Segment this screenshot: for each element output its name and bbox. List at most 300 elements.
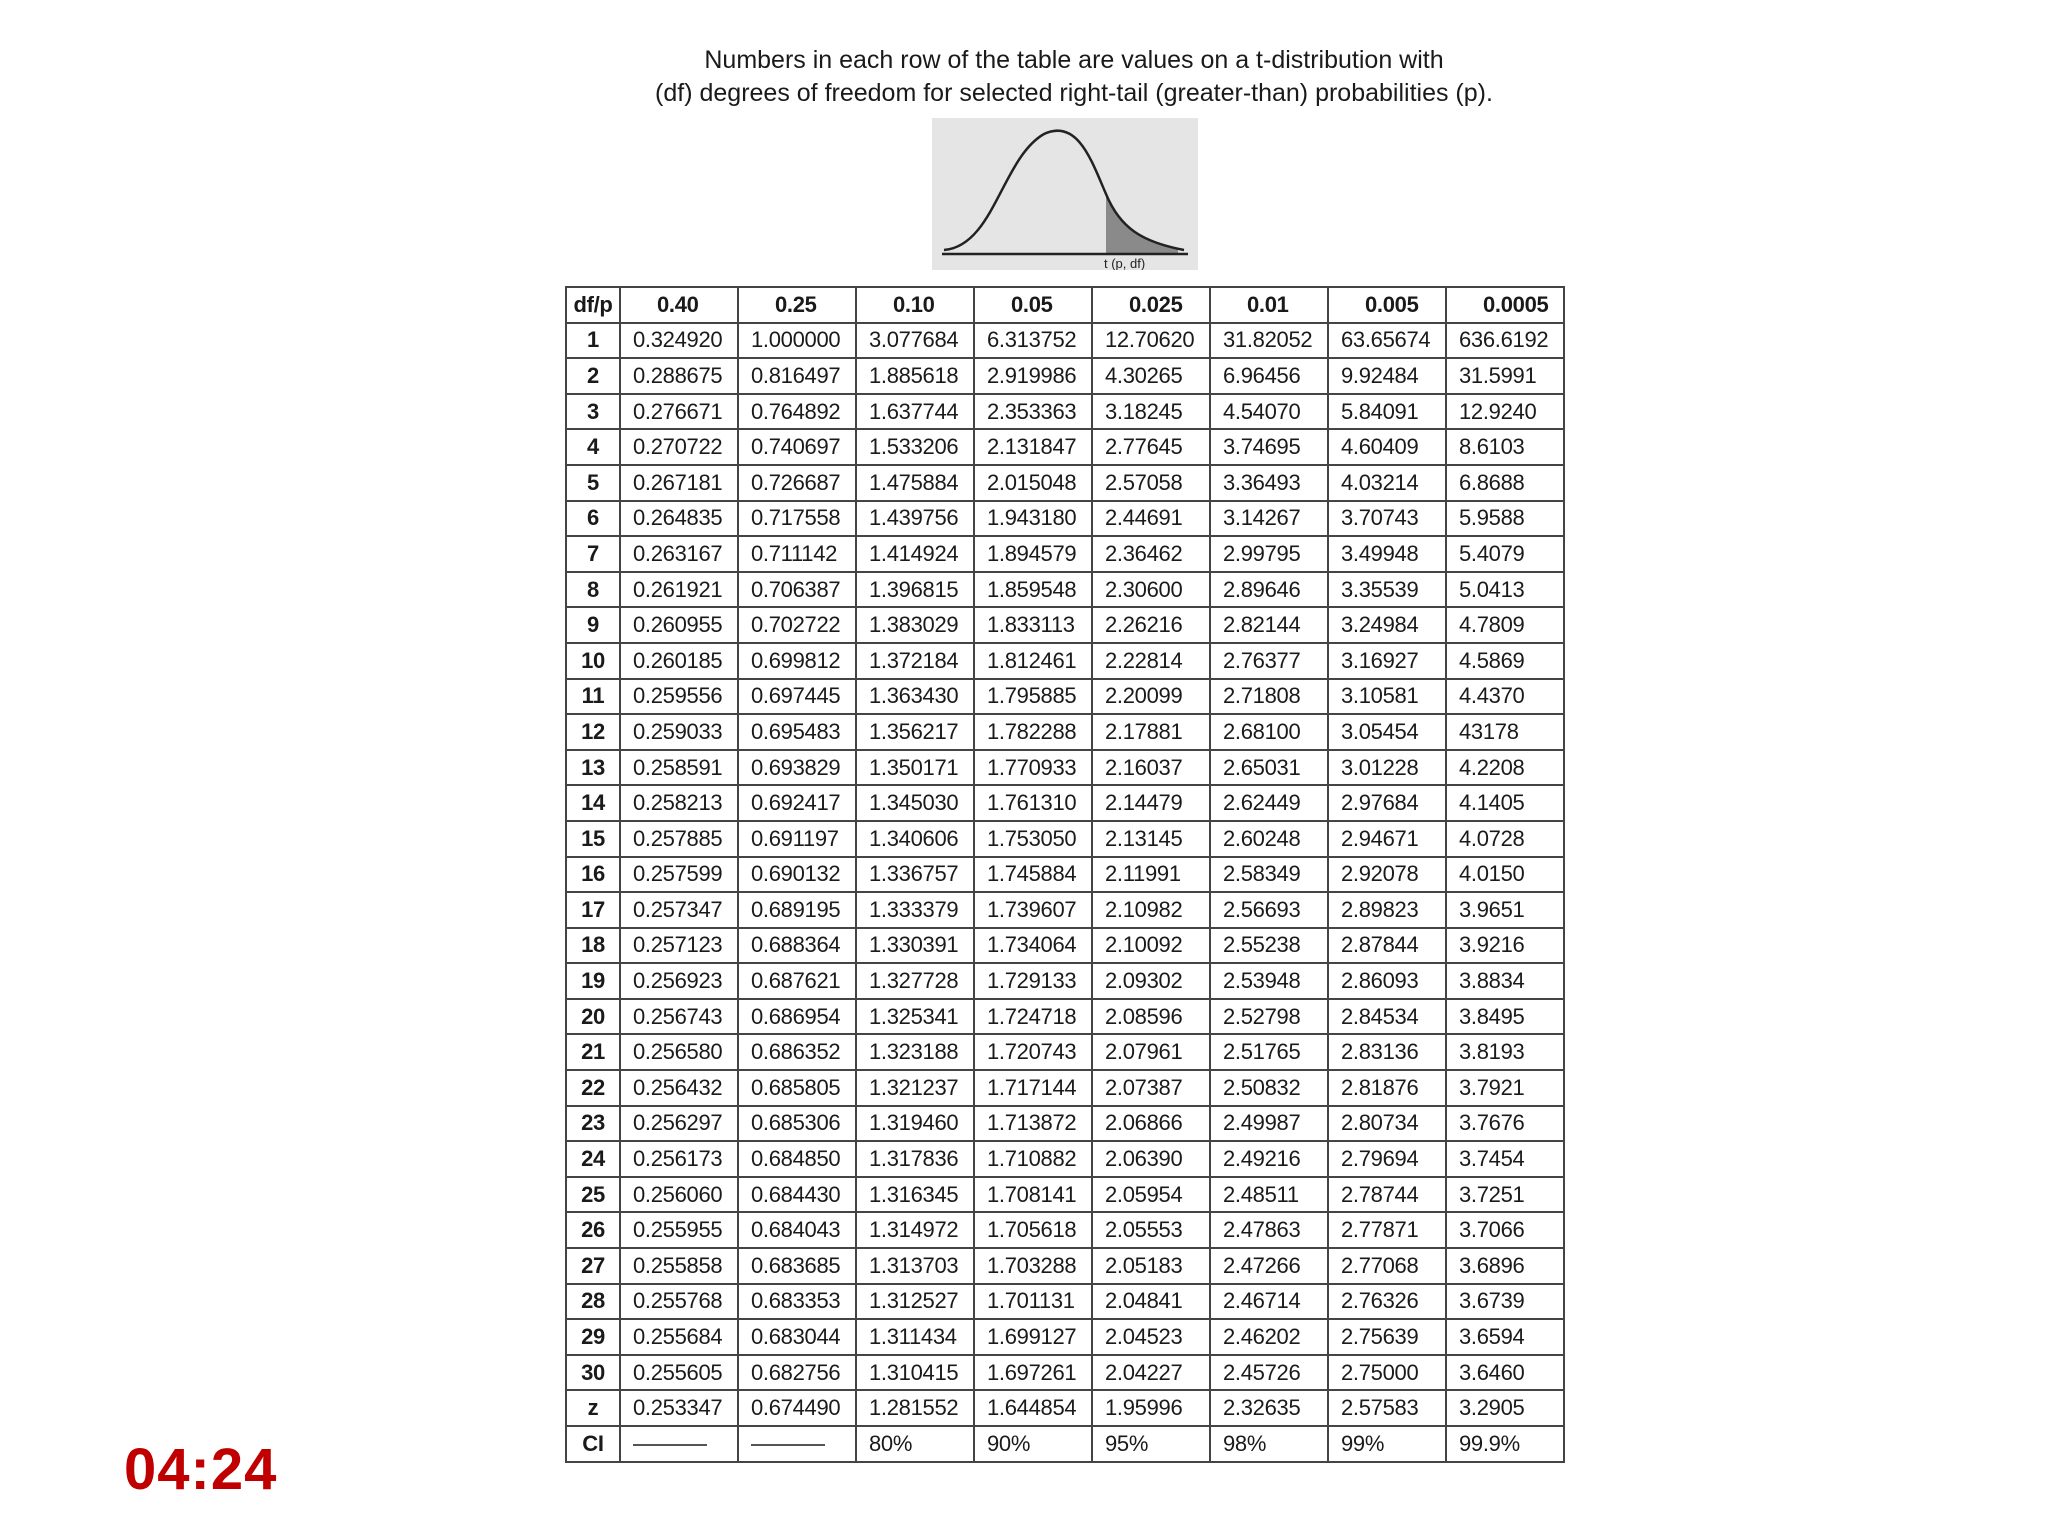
value-cell: 0.683353: [738, 1284, 856, 1320]
value-cell: 4.5869: [1446, 643, 1564, 679]
value-cell: 0.256743: [620, 999, 738, 1035]
table-row: [566, 394, 1564, 430]
header-cell: 0.025: [1092, 287, 1210, 323]
df-cell: z: [566, 1390, 620, 1426]
df-cell: 11: [566, 679, 620, 715]
table-row: [566, 1106, 1564, 1142]
header-row: [566, 287, 1564, 323]
value-cell: 3.18245: [1092, 394, 1210, 430]
value-cell: 2.10092: [1092, 928, 1210, 964]
value-cell: 0.674490: [738, 1390, 856, 1426]
value-cell: 2.131847: [974, 429, 1092, 465]
table-row: [566, 821, 1564, 857]
value-cell: 9.92484: [1328, 358, 1446, 394]
value-cell: 0.259556: [620, 679, 738, 715]
value-cell: 1.396815: [856, 572, 974, 608]
value-cell: 1.795885: [974, 679, 1092, 715]
value-cell: 636.6192: [1446, 323, 1564, 359]
value-cell: 4.0150: [1446, 857, 1564, 893]
table-row: [566, 1177, 1564, 1213]
value-cell: 3.35539: [1328, 572, 1446, 608]
table-row: [566, 1355, 1564, 1391]
table-row: [566, 1034, 1564, 1070]
df-cell: 17: [566, 892, 620, 928]
value-cell: 2.32635: [1210, 1390, 1328, 1426]
df-cell: 24: [566, 1141, 620, 1177]
header-cell: 0.10: [856, 287, 974, 323]
table-row: [566, 536, 1564, 572]
df-cell: 18: [566, 928, 620, 964]
value-cell: 0.258213: [620, 785, 738, 821]
value-cell: 3.8193: [1446, 1034, 1564, 1070]
value-cell: 98%: [1210, 1426, 1328, 1462]
value-cell: 0.276671: [620, 394, 738, 430]
table-row: [566, 643, 1564, 679]
value-cell: 4.2208: [1446, 750, 1564, 786]
value-cell: 0.261921: [620, 572, 738, 608]
t-distribution-table: [565, 286, 1565, 1463]
value-cell: 2.07387: [1092, 1070, 1210, 1106]
value-cell: 1.325341: [856, 999, 974, 1035]
df-cell: 6: [566, 501, 620, 537]
value-cell: 4.1405: [1446, 785, 1564, 821]
value-cell: 2.97684: [1328, 785, 1446, 821]
value-cell: 2.48511: [1210, 1177, 1328, 1213]
header-cell: 0.40: [620, 287, 738, 323]
value-cell: 0.258591: [620, 750, 738, 786]
value-cell: 2.04841: [1092, 1284, 1210, 1320]
t-distribution-curve: [932, 118, 1198, 270]
value-cell: 2.75639: [1328, 1319, 1446, 1355]
value-cell: 0.702722: [738, 607, 856, 643]
header-cell: 0.005: [1328, 287, 1446, 323]
value-cell: 2.75000: [1328, 1355, 1446, 1391]
value-cell: 1.323188: [856, 1034, 974, 1070]
value-cell: 0.263167: [620, 536, 738, 572]
value-cell: 2.65031: [1210, 750, 1328, 786]
value-cell: 1.885618: [856, 358, 974, 394]
value-cell: 1.859548: [974, 572, 1092, 608]
value-cell: 63.65674: [1328, 323, 1446, 359]
value-cell: 0.255858: [620, 1248, 738, 1284]
value-cell: 0.683685: [738, 1248, 856, 1284]
value-cell: 1.701131: [974, 1284, 1092, 1320]
value-cell: 2.77645: [1092, 429, 1210, 465]
value-cell: 6.8688: [1446, 465, 1564, 501]
df-cell: 1: [566, 323, 620, 359]
value-cell: 0.256432: [620, 1070, 738, 1106]
value-cell: 0.255684: [620, 1319, 738, 1355]
value-cell: 0.259033: [620, 714, 738, 750]
value-cell: 1.833113: [974, 607, 1092, 643]
value-cell: 0.686954: [738, 999, 856, 1035]
value-cell: 2.57058: [1092, 465, 1210, 501]
df-cell: 27: [566, 1248, 620, 1284]
value-cell: 2.82144: [1210, 607, 1328, 643]
bell-curve: [944, 131, 1184, 250]
table-row: [566, 963, 1564, 999]
value-cell: 5.4079: [1446, 536, 1564, 572]
value-cell: 99.9%: [1446, 1426, 1564, 1462]
value-cell: 1.312527: [856, 1284, 974, 1320]
value-cell: 0.693829: [738, 750, 856, 786]
value-cell: 0.711142: [738, 536, 856, 572]
value-cell: 2.06390: [1092, 1141, 1210, 1177]
value-cell: 2.44691: [1092, 501, 1210, 537]
value-cell: 12.9240: [1446, 394, 1564, 430]
value-cell: 4.0728: [1446, 821, 1564, 857]
value-cell: 12.70620: [1092, 323, 1210, 359]
dash-mark: [633, 1444, 707, 1446]
value-cell: 2.13145: [1092, 821, 1210, 857]
value-cell: 4.4370: [1446, 679, 1564, 715]
value-cell: 1.363430: [856, 679, 974, 715]
value-cell: 2.05553: [1092, 1212, 1210, 1248]
dash-mark: [751, 1444, 825, 1446]
caption-line-2: (df) degrees of freedom for selected right-tail (greater-than) probabilities (p).: [655, 79, 1493, 107]
value-cell: 2.20099: [1092, 679, 1210, 715]
df-cell: 21: [566, 1034, 620, 1070]
value-cell: 95%: [1092, 1426, 1210, 1462]
value-cell: 2.46202: [1210, 1319, 1328, 1355]
df-cell: 9: [566, 607, 620, 643]
value-cell: 1.310415: [856, 1355, 974, 1391]
value-cell: 1.812461: [974, 643, 1092, 679]
value-cell: 0.256580: [620, 1034, 738, 1070]
value-cell: 2.79694: [1328, 1141, 1446, 1177]
value-cell: 0.324920: [620, 323, 738, 359]
df-cell: 20: [566, 999, 620, 1035]
value-cell: 1.717144: [974, 1070, 1092, 1106]
value-cell: 0.253347: [620, 1390, 738, 1426]
value-cell: 2.47863: [1210, 1212, 1328, 1248]
value-cell: 0.260955: [620, 607, 738, 643]
value-cell: 1.699127: [974, 1319, 1092, 1355]
table-row: [566, 1426, 1564, 1462]
value-cell: 2.36462: [1092, 536, 1210, 572]
value-cell: 1.533206: [856, 429, 974, 465]
value-cell: 3.2905: [1446, 1390, 1564, 1426]
value-cell: 1.345030: [856, 785, 974, 821]
value-cell: 2.62449: [1210, 785, 1328, 821]
value-cell: 2.08596: [1092, 999, 1210, 1035]
value-cell: 2.56693: [1210, 892, 1328, 928]
df-cell: 16: [566, 857, 620, 893]
header-cell: 0.25: [738, 287, 856, 323]
value-cell: 2.05183: [1092, 1248, 1210, 1284]
table-row: [566, 750, 1564, 786]
header-cell: 0.01: [1210, 287, 1328, 323]
value-cell: 0.683044: [738, 1319, 856, 1355]
value-cell: 3.36493: [1210, 465, 1328, 501]
value-cell: 1.319460: [856, 1106, 974, 1142]
value-cell: 1.336757: [856, 857, 974, 893]
table-row: [566, 928, 1564, 964]
caption-line-1: Numbers in each row of the table are values on a t-distribution with: [704, 46, 1444, 74]
value-cell: 1.739607: [974, 892, 1092, 928]
value-cell: 31.82052: [1210, 323, 1328, 359]
value-cell: 0.270722: [620, 429, 738, 465]
value-cell: 6.96456: [1210, 358, 1328, 394]
value-cell: 31.5991: [1446, 358, 1564, 394]
value-cell: 3.05454: [1328, 714, 1446, 750]
value-cell: 0.257599: [620, 857, 738, 893]
value-cell: 2.11991: [1092, 857, 1210, 893]
value-cell: 2.77068: [1328, 1248, 1446, 1284]
value-cell: 0.726687: [738, 465, 856, 501]
df-cell: 10: [566, 643, 620, 679]
value-cell: 2.30600: [1092, 572, 1210, 608]
value-cell: 0.256173: [620, 1141, 738, 1177]
value-cell: 0.256297: [620, 1106, 738, 1142]
value-cell: 3.7454: [1446, 1141, 1564, 1177]
value-cell: 0.255605: [620, 1355, 738, 1391]
value-cell: 99%: [1328, 1426, 1446, 1462]
value-cell: 2.46714: [1210, 1284, 1328, 1320]
value-cell: 1.317836: [856, 1141, 974, 1177]
value-cell: 1.753050: [974, 821, 1092, 857]
value-cell: 0.684430: [738, 1177, 856, 1213]
value-cell: 2.81876: [1328, 1070, 1446, 1106]
value-cell: 0.686352: [738, 1034, 856, 1070]
value-cell: 2.83136: [1328, 1034, 1446, 1070]
value-cell: 1.710882: [974, 1141, 1092, 1177]
table-row: [566, 323, 1564, 359]
value-cell: 0.706387: [738, 572, 856, 608]
df-cell: 22: [566, 1070, 620, 1106]
value-cell: 2.94671: [1328, 821, 1446, 857]
value-cell: 4.7809: [1446, 607, 1564, 643]
value-cell: 1.894579: [974, 536, 1092, 572]
value-cell: 1.321237: [856, 1070, 974, 1106]
value-cell: 3.077684: [856, 323, 974, 359]
df-cell: 2: [566, 358, 620, 394]
value-cell: 4.03214: [1328, 465, 1446, 501]
value-cell: 0.692417: [738, 785, 856, 821]
value-cell: 1.770933: [974, 750, 1092, 786]
value-cell: 1.943180: [974, 501, 1092, 537]
value-cell: 2.04523: [1092, 1319, 1210, 1355]
value-cell: 3.7676: [1446, 1106, 1564, 1142]
value-cell: 80%: [856, 1426, 974, 1462]
table-row: [566, 501, 1564, 537]
value-cell: 1.327728: [856, 963, 974, 999]
value-cell: 1.314972: [856, 1212, 974, 1248]
value-cell: 0.690132: [738, 857, 856, 893]
value-cell: 3.16927: [1328, 643, 1446, 679]
value-cell: 0.740697: [738, 429, 856, 465]
value-cell: 90%: [974, 1426, 1092, 1462]
value-cell: 2.57583: [1328, 1390, 1446, 1426]
value-cell: 3.6896: [1446, 1248, 1564, 1284]
value-cell: 2.76377: [1210, 643, 1328, 679]
value-cell: 1.311434: [856, 1319, 974, 1355]
value-cell: 0.257123: [620, 928, 738, 964]
table-row: [566, 999, 1564, 1035]
value-cell: 1.705618: [974, 1212, 1092, 1248]
value-cell: 3.14267: [1210, 501, 1328, 537]
value-cell: 3.9651: [1446, 892, 1564, 928]
df-cell: 26: [566, 1212, 620, 1248]
value-cell: 4.54070: [1210, 394, 1328, 430]
t-distribution-figure: [932, 118, 1198, 270]
value-cell: 0.256060: [620, 1177, 738, 1213]
value-cell: 5.84091: [1328, 394, 1446, 430]
value-cell: 1.782288: [974, 714, 1092, 750]
value-cell: 1.734064: [974, 928, 1092, 964]
value-cell: 2.55238: [1210, 928, 1328, 964]
value-cell: 5.9588: [1446, 501, 1564, 537]
df-cell: 7: [566, 536, 620, 572]
table-caption: [0, 44, 2048, 110]
value-cell: 2.89646: [1210, 572, 1328, 608]
value-cell: 0.260185: [620, 643, 738, 679]
value-cell: 1.340606: [856, 821, 974, 857]
table-row: [566, 607, 1564, 643]
value-cell: 0.685805: [738, 1070, 856, 1106]
df-cell: 25: [566, 1177, 620, 1213]
value-cell: 0.816497: [738, 358, 856, 394]
value-cell: 2.45726: [1210, 1355, 1328, 1391]
value-cell: 3.74695: [1210, 429, 1328, 465]
value-cell: 43178: [1446, 714, 1564, 750]
value-cell: 1.000000: [738, 323, 856, 359]
value-cell: 2.60248: [1210, 821, 1328, 857]
value-cell: 2.68100: [1210, 714, 1328, 750]
table-row: [566, 785, 1564, 821]
header-cell: 0.0005: [1446, 287, 1564, 323]
value-cell: 0.691197: [738, 821, 856, 857]
value-cell: 2.05954: [1092, 1177, 1210, 1213]
df-cell: 30: [566, 1355, 620, 1391]
df-cell: 28: [566, 1284, 620, 1320]
df-cell: 14: [566, 785, 620, 821]
value-cell: 2.09302: [1092, 963, 1210, 999]
value-cell: 1.708141: [974, 1177, 1092, 1213]
value-cell: 2.10982: [1092, 892, 1210, 928]
value-cell: 3.6594: [1446, 1319, 1564, 1355]
value-cell: 2.84534: [1328, 999, 1446, 1035]
df-cell: 19: [566, 963, 620, 999]
value-cell: 0.255768: [620, 1284, 738, 1320]
value-cell: 2.49987: [1210, 1106, 1328, 1142]
value-cell: 1.350171: [856, 750, 974, 786]
value-cell: 2.80734: [1328, 1106, 1446, 1142]
header-cell: 0.05: [974, 287, 1092, 323]
df-cell: 12: [566, 714, 620, 750]
value-cell: 1.697261: [974, 1355, 1092, 1391]
value-cell: 0.684043: [738, 1212, 856, 1248]
value-cell: 0.257885: [620, 821, 738, 857]
value-cell: 1.333379: [856, 892, 974, 928]
value-cell: 3.7066: [1446, 1212, 1564, 1248]
value-cell: 2.53948: [1210, 963, 1328, 999]
value-cell: 8.6103: [1446, 429, 1564, 465]
table-row: [566, 1070, 1564, 1106]
value-cell: 0.764892: [738, 394, 856, 430]
value-cell: 3.7251: [1446, 1177, 1564, 1213]
value-cell: 2.49216: [1210, 1141, 1328, 1177]
value-cell: 1.713872: [974, 1106, 1092, 1142]
value-cell: 2.87844: [1328, 928, 1446, 964]
value-cell: 2.51765: [1210, 1034, 1328, 1070]
value-cell: 5.0413: [1446, 572, 1564, 608]
value-cell: 0.688364: [738, 928, 856, 964]
value-cell: 1.637744: [856, 394, 974, 430]
value-cell: 3.49948: [1328, 536, 1446, 572]
value-cell: 0.267181: [620, 465, 738, 501]
value-cell: 1.95996: [1092, 1390, 1210, 1426]
table-row: [566, 679, 1564, 715]
value-cell: 0.264835: [620, 501, 738, 537]
value-cell: 0.695483: [738, 714, 856, 750]
table-row: [566, 429, 1564, 465]
value-cell: 2.353363: [974, 394, 1092, 430]
value-cell: 0.689195: [738, 892, 856, 928]
value-cell: 2.22814: [1092, 643, 1210, 679]
value-cell: 2.86093: [1328, 963, 1446, 999]
df-cell: 8: [566, 572, 620, 608]
value-cell: 2.16037: [1092, 750, 1210, 786]
value-cell: 1.729133: [974, 963, 1092, 999]
df-cell: 23: [566, 1106, 620, 1142]
value-cell: 3.7921: [1446, 1070, 1564, 1106]
value-cell: 0.684850: [738, 1141, 856, 1177]
value-cell: 1.383029: [856, 607, 974, 643]
table-row: [566, 1248, 1564, 1284]
value-cell: 2.04227: [1092, 1355, 1210, 1391]
value-cell: 3.6739: [1446, 1284, 1564, 1320]
value-cell: 4.30265: [1092, 358, 1210, 394]
value-cell: 0.717558: [738, 501, 856, 537]
value-cell: 2.71808: [1210, 679, 1328, 715]
value-cell: 1.720743: [974, 1034, 1092, 1070]
value-cell: 2.015048: [974, 465, 1092, 501]
value-cell: 2.52798: [1210, 999, 1328, 1035]
value-cell: 2.77871: [1328, 1212, 1446, 1248]
df-cell: 13: [566, 750, 620, 786]
value-cell: 3.8834: [1446, 963, 1564, 999]
value-cell: [620, 1426, 738, 1462]
value-cell: 1.414924: [856, 536, 974, 572]
df-cell: CI: [566, 1426, 620, 1462]
value-cell: 1.439756: [856, 501, 974, 537]
value-cell: 2.06866: [1092, 1106, 1210, 1142]
table-row: [566, 465, 1564, 501]
value-cell: 1.761310: [974, 785, 1092, 821]
value-cell: 1.281552: [856, 1390, 974, 1426]
value-cell: 0.256923: [620, 963, 738, 999]
header-corner: df/p: [566, 287, 620, 323]
value-cell: 3.9216: [1446, 928, 1564, 964]
value-cell: 3.6460: [1446, 1355, 1564, 1391]
value-cell: 2.26216: [1092, 607, 1210, 643]
value-cell: 1.316345: [856, 1177, 974, 1213]
value-cell: 3.8495: [1446, 999, 1564, 1035]
table-row: [566, 714, 1564, 750]
value-cell: 3.24984: [1328, 607, 1446, 643]
value-cell: 2.78744: [1328, 1177, 1446, 1213]
value-cell: 1.313703: [856, 1248, 974, 1284]
value-cell: 1.724718: [974, 999, 1092, 1035]
value-cell: 2.50832: [1210, 1070, 1328, 1106]
table-row: [566, 857, 1564, 893]
value-cell: 2.919986: [974, 358, 1092, 394]
df-cell: 29: [566, 1319, 620, 1355]
table-row: [566, 572, 1564, 608]
value-cell: 4.60409: [1328, 429, 1446, 465]
value-cell: 1.644854: [974, 1390, 1092, 1426]
